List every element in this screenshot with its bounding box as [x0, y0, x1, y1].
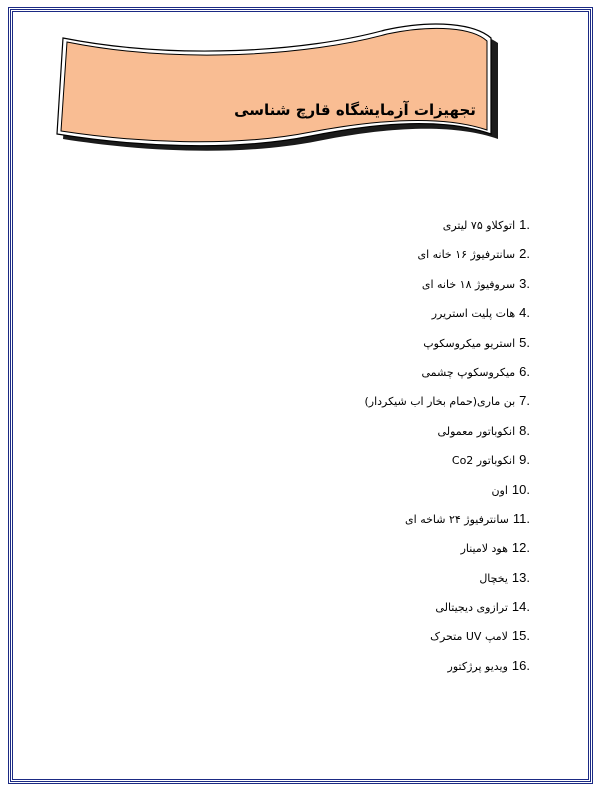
list-item	[300, 568, 530, 597]
list-item-text: انکوباتور Co2	[451, 454, 516, 468]
list-item-number: 2.	[519, 246, 530, 262]
banner-shape	[55, 18, 500, 158]
list-item-number: 14.	[511, 599, 530, 615]
list-item	[300, 656, 530, 685]
list-item-number: 13.	[511, 569, 530, 585]
list-item-text: لامپ UV متحرک	[430, 630, 508, 644]
list-item	[300, 333, 530, 362]
list-item-text: سانترفیوژ ۱۶ خانه ای	[417, 248, 516, 262]
list-item-number: 3.	[519, 275, 530, 291]
list-item-text: هود لامینار	[460, 542, 508, 556]
list-item	[300, 421, 530, 450]
list-item-text: اون	[491, 483, 508, 497]
list-item	[300, 303, 530, 332]
list-item-number: 11.	[512, 510, 530, 526]
list-item	[300, 480, 530, 509]
list-item-text: هات پلیت استریرر	[431, 307, 516, 321]
title-banner	[55, 18, 500, 158]
list-item-text: سروفیوژ ۱۸ خانه ای	[421, 277, 516, 291]
list-item-number: 7.	[519, 393, 530, 409]
list-item	[300, 509, 530, 538]
list-item	[300, 391, 530, 420]
list-item	[300, 538, 530, 567]
list-item-text: یخچال	[479, 571, 508, 585]
list-item-text: سانترفیوژ ۲۴ شاخه ای	[405, 512, 509, 526]
list-item	[300, 244, 530, 273]
list-item-number: 15.	[511, 628, 530, 644]
list-item-text: اتوکلاو ۷۵ لیتری	[442, 219, 516, 232]
list-item	[300, 597, 530, 626]
list-item	[300, 215, 530, 244]
list-item-number: 6.	[519, 363, 530, 379]
list-item-number: 9.	[519, 452, 530, 468]
list-item-text: ترازوی دیجیتالی	[435, 601, 508, 615]
list-item-text: میکروسکوپ چشمی	[421, 365, 516, 379]
list-item	[300, 626, 530, 655]
list-item-number: 10.	[511, 481, 530, 497]
list-item-number: 12.	[511, 540, 530, 556]
list-item-text: بن ماری(حمام بخار اب شیکردار)	[364, 395, 516, 409]
equipment-list	[300, 215, 530, 685]
list-item	[300, 362, 530, 391]
list-item-number: 16.	[511, 657, 530, 673]
banner-title: تجهیزات آزمایشگاه قارچ شناسی	[234, 101, 476, 119]
list-item-text: استریو میکروسکوپ	[423, 336, 516, 350]
list-item	[300, 274, 530, 303]
list-item	[300, 450, 530, 479]
list-item-number: 1.	[519, 217, 530, 232]
list-item-number: 5.	[519, 334, 530, 350]
list-item-number: 8.	[519, 422, 530, 438]
list-item-number: 4.	[519, 305, 530, 321]
list-item-text: انکوباتور معمولی	[437, 424, 516, 438]
list-item-text: ویدیو پرژکتور	[447, 659, 508, 673]
